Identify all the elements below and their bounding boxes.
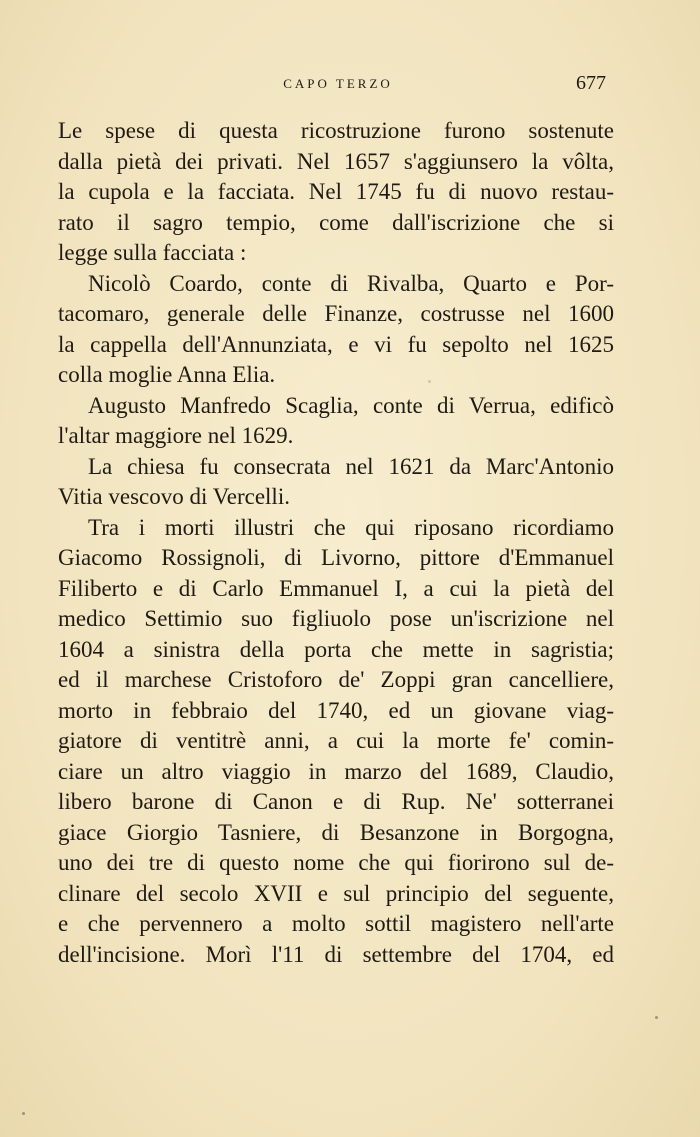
text-line: rato il sagro tempio, come dall'iscrizione che si	[58, 209, 614, 235]
text-line: l'altar maggiore nel 1629.	[58, 423, 294, 448]
text-line: La chiesa fu consecrata nel 1621 da Marc'Antonio	[88, 453, 614, 479]
text-line: la cappella dell'Annunziata, e vi fu sepolto nel 1625	[58, 331, 614, 357]
body-text	[58, 116, 614, 970]
text-line: Le spese di questa ricostruzione furono sostenute	[58, 118, 614, 143]
text-line: ed il marchese Cristoforo de' Zoppi gran cancelliere,	[58, 667, 614, 692]
text-line: Giacomo Rossignoli, di Livorno, pittore d'Emmanuel	[58, 545, 614, 570]
text-line: morto in febbraio del 1740, ed un giovane viag-	[58, 697, 614, 723]
text-line: ciare un altro viaggio in marzo del 1689, Claudio,	[58, 758, 614, 784]
text-line: giatore di ventitrè anni, a cui la morte fe' comin-	[58, 728, 614, 753]
text-line: la cupola e la facciata. Nel 1745 fu di nuovo restau-	[58, 179, 614, 204]
text-line: uno dei tre di questo nome che qui fiorirono sul de-	[58, 850, 614, 875]
text-line: dalla pietà dei privati. Nel 1657 s'aggiunsero la vôlta,	[58, 148, 614, 174]
text-line: Filiberto e di Carlo Emmanuel I, a cui la pietà del	[58, 575, 614, 601]
paper-speck	[428, 380, 431, 383]
text-line: medico Settimio suo figliuolo pose un'iscrizione nel	[58, 606, 614, 631]
text-line: Nicolò Coardo, conte di Rivalba, Quarto e Por-	[88, 270, 614, 296]
text-line: Vitia vescovo di Vercelli.	[58, 484, 290, 509]
running-title: CAPO TERZO	[283, 76, 393, 91]
text-line: dell'incisione. Morì l'11 di settembre del 1704, ed	[58, 941, 614, 967]
text-line: colla moglie Anna Elia.	[58, 362, 276, 387]
text-line: Tra i morti illustri che qui riposano ricordiamo	[88, 514, 614, 540]
running-head	[58, 72, 614, 100]
text-line: Augusto Manfredo Scaglia, conte di Verrua, edificò	[88, 392, 614, 418]
paper-speck	[22, 1112, 25, 1115]
text-line: giace Giorgio Tasniere, di Besanzone in Borgogna,	[58, 819, 614, 845]
text-line: clinare del secolo XVII e sul principio del seguente,	[58, 880, 614, 906]
text-line: 1604 a sinistra della porta che mette in sagristia;	[58, 636, 614, 662]
text-line: e che pervennero a molto sottil magistero nell'arte	[58, 911, 614, 936]
page-number: 677	[576, 72, 606, 94]
paper-speck	[655, 1016, 658, 1019]
text-line: tacomaro, generale delle Finanze, costrusse nel 1600	[58, 301, 614, 326]
text-line: legge sulla facciata :	[58, 240, 247, 265]
text-line: libero barone di Canon e di Rup. Ne' sotterranei	[58, 789, 614, 814]
